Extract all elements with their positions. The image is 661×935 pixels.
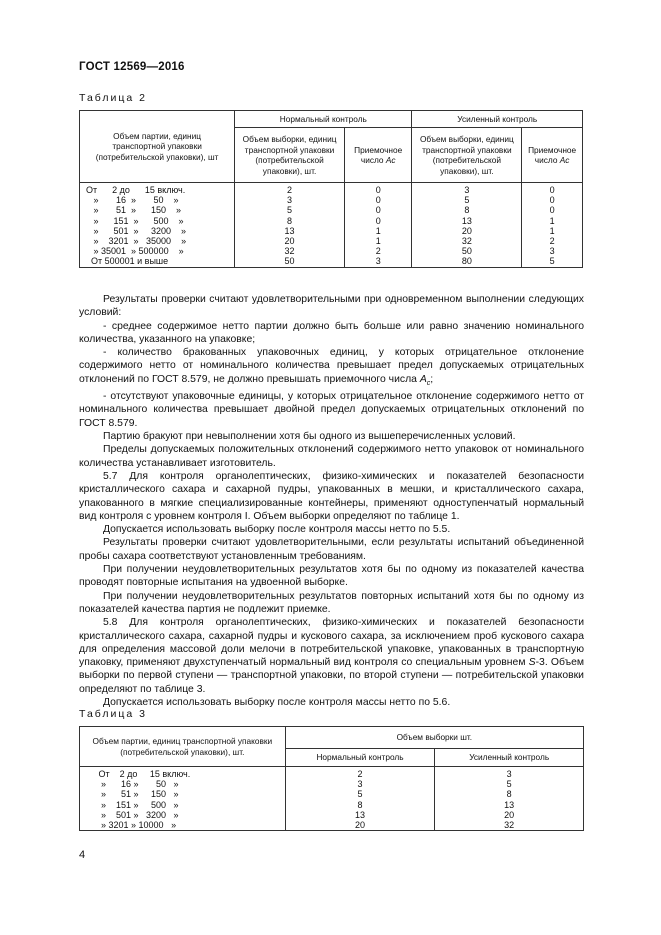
table-2-header-sample-normal: Объем выборки, единиц транспортной упаковки (потребительской упаковки), шт. (235, 128, 345, 183)
table-row: » 35001 » 500000 » 32 2 50 3 (80, 246, 583, 256)
paragraph: - отсутствуют упаковочные единицы, у которых отрицательное отклонение содержимого нетто от номинального количества превышает двойной предел допускаемых отрицательных отклонений по ГОСТ 8.579. (79, 391, 584, 429)
table-row: » 151 » 500 » 8 13 (80, 800, 584, 810)
table-3-header-normal: Нормальный контроль (285, 749, 435, 767)
paragraph: - количество бракованных упаковочных единиц, у которых отрицательное отклонение содержимого нетто от номинального количества превышает предел допускаемых отрицательных отклонений по ГОСТ 8.579, не должно превышать приемочного числа $A_c$; (79, 347, 584, 387)
table-row: » 3201 » 10000 » 20 32 (80, 820, 584, 831)
paragraph: При получении неудовлетворительных результатов повторных испытаний хотя бы по одному из показателей качества партия не подлежит приемке. (79, 590, 584, 615)
page-number: 4 (79, 849, 86, 861)
table-3-header-sample: Объем выборки шт. (285, 727, 583, 749)
table-3-header-lot: Объем партии, единиц транспортной упаковки (потребительской упаковки), шт. (80, 727, 286, 767)
table-row: » 51 » 150 » 5 8 (80, 789, 584, 799)
table-3-caption: Таблица 3 (79, 708, 147, 720)
table-3 (79, 726, 584, 831)
table-row: » 16 » 50 » 3 0 5 0 (80, 195, 583, 205)
table-2-header-accept-tight: Приемочное число Ac (522, 128, 583, 183)
paragraph: 5.8 Для контроля органолептических, физико-химических и показателей безопасности кристаллического сахара, сахарной пудры и кускового сахара, за исключением проб кускового сахара для определения массовой доли мелочи в потребительской упаковке, упакованных в транспортную упаковку, применяют двухступенчатый нормальный вид контроля со специальным уровнем S-3. Объем выборки по первой ступени — транспортной упаковки, по второй ступени — потребительской упаковки определяют по таблице 3. (79, 617, 584, 695)
table-2-header-normal: Нормальный контроль (235, 111, 412, 128)
paragraph: 5.7 Для контроля органолептических, физико-химических и показателей безопасности кристаллического сахара и сахарной пудры, упакованных в мешки, и кристаллического сахара, упакованного в мягкие специализированные контейнеры, применяют одноступенчатый нормальный вид контроля с уровнем контроля I. Объем выборки определяют по таблице 1. (79, 470, 584, 522)
table-row: » 16 » 50 » 3 5 (80, 779, 584, 789)
document-header: ГОСТ 12569—2016 (79, 61, 185, 73)
table-row: » 151 » 500 » 8 0 13 1 (80, 216, 583, 226)
paragraph: Партию бракуют при невыполнении хотя бы одного из вышеперечисленных условий. (103, 431, 516, 443)
table-2-header-lot: Объем партии, единиц транспортной упаковки (потребительской упаковки), шт (80, 111, 235, 183)
table-row: От 500001 и выше 50 3 80 5 (80, 256, 583, 267)
table-2-caption: Таблица 2 (79, 92, 147, 104)
table-row: » 501 » 3200 » 13 20 (80, 810, 584, 820)
table-row: » 501 » 3200 » 13 1 20 1 (80, 226, 583, 236)
paragraph: Допускается использовать выборку после контроля массы нетто по 5.5. (103, 524, 451, 536)
table-row: » 51 » 150 » 5 0 8 0 (80, 205, 583, 215)
table-2-header-tight: Усиленный контроль (412, 111, 583, 128)
table-3-header-tight: Усиленный контроль (435, 749, 584, 767)
paragraph: Результаты проверки считают удовлетворительными при одновременном выполнении следующих условий: (79, 294, 584, 319)
table-row: От 2 до 15 включ. 2 3 (80, 767, 584, 780)
table-2 (79, 110, 583, 268)
table-2-header-sample-tight: Объем выборки, единиц транспортной упаковки (потребительской упаковки), шт. (412, 128, 522, 183)
paragraph: Результаты проверки считают удовлетворительными, если результаты испытаний объединенной пробы сахара соответствуют установленным требованиям. (79, 537, 584, 562)
body-text (79, 293, 584, 709)
table-2-header-accept-normal: Приемочное число Ac (344, 128, 412, 183)
table-row: » 3201 » 35000 » 20 1 32 2 (80, 236, 583, 246)
paragraph: Допускается использовать выборку после контроля массы нетто по 5.6. (103, 696, 451, 708)
paragraph: Пределы допускаемых положительных отклонений содержимого нетто упаковок от номинального количества устанавливает изготовитель. (79, 444, 584, 469)
paragraph: - среднее содержимое нетто партии должно быть больше или равно значению номинального количества, указанного на упаковке; (79, 320, 584, 345)
paragraph: При получении неудовлетворительных результатов хотя бы по одному из показателей качества проводят повторные испытания на удвоенной выборке. (79, 564, 584, 589)
table-row: От 2 до 15 включ. 2 0 3 0 (80, 183, 583, 196)
